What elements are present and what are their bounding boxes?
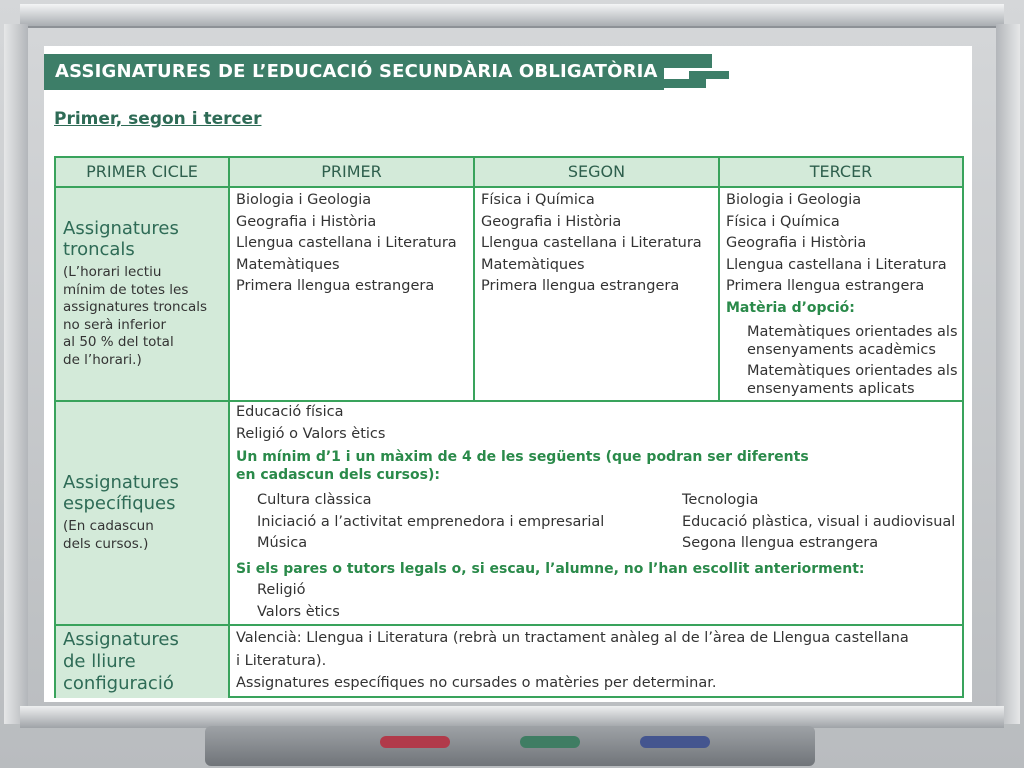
list-item: Llengua castellana i Literatura bbox=[726, 256, 947, 273]
blue-pen[interactable] bbox=[640, 736, 710, 748]
especifiques-line: Religió o Valors ètics bbox=[236, 426, 386, 442]
divider bbox=[718, 158, 720, 400]
list-item: Educació plàstica, visual i audiovisual bbox=[682, 513, 956, 530]
red-pen[interactable] bbox=[380, 736, 450, 748]
list-item: Religió bbox=[257, 582, 306, 598]
segon-troncals-list bbox=[481, 190, 702, 298]
whiteboard-surface bbox=[44, 46, 972, 702]
whiteboard-frame-top bbox=[20, 4, 1004, 28]
list-item: Iniciació a l’activitat emprenedora i empresarial bbox=[257, 513, 605, 530]
header-tercer: TERCER bbox=[720, 158, 962, 186]
list-item: ensenyaments acadèmics bbox=[747, 341, 936, 358]
category-especifiques bbox=[56, 402, 228, 624]
category-lliure bbox=[56, 626, 228, 698]
header-primer-cicle: PRIMER CICLE bbox=[56, 158, 228, 186]
list-item: Llengua castellana i Literatura bbox=[236, 235, 457, 252]
primer-troncals-list bbox=[236, 190, 457, 298]
list-item: Valors ètics bbox=[257, 603, 340, 620]
category-troncals bbox=[56, 188, 228, 400]
list-item: Geografia i Història bbox=[726, 235, 867, 252]
list-item: Tecnologia bbox=[682, 492, 759, 508]
pares-list bbox=[257, 580, 340, 623]
lliure-line: i Literatura). bbox=[236, 653, 327, 669]
section-subtitle: Primer, segon i tercer bbox=[54, 109, 262, 129]
especifiques-left-list bbox=[257, 490, 604, 555]
list-item: Física i Química bbox=[726, 213, 840, 230]
list-item: Biologia i Geologia bbox=[726, 192, 862, 208]
header-primer: PRIMER bbox=[230, 158, 473, 186]
list-item: Biologia i Geologia bbox=[236, 192, 372, 208]
category-title: específiques bbox=[63, 493, 176, 514]
list-item: Llengua castellana i Literatura bbox=[481, 235, 702, 252]
lliure-line: Assignatures específiques no cursades o matèries per determinar. bbox=[236, 675, 717, 691]
banner-decoration bbox=[689, 71, 729, 79]
whiteboard-frame-bottom bbox=[20, 706, 1004, 728]
page-title: ASSIGNATURES DE L’EDUCACIÓ SECUNDÀRIA OBLIGATÒRIA bbox=[44, 54, 664, 90]
especifiques-line: Educació física bbox=[236, 404, 344, 420]
pares-note: Si els pares o tutors legals o, si escau, l’alumne, no l’han escollit anteriorment: bbox=[236, 561, 865, 577]
list-item: Geografia i Història bbox=[236, 213, 377, 230]
divider bbox=[56, 186, 962, 188]
whiteboard-frame-left bbox=[4, 24, 28, 724]
list-item: Primera llengua estrangera bbox=[726, 278, 925, 295]
list-item: Matemàtiques orientades als bbox=[747, 362, 958, 379]
category-title: Assignatures bbox=[63, 472, 179, 493]
divider bbox=[228, 158, 230, 696]
minim-note: Un mínim d’1 i un màxim de 4 de les següents (que podran ser diferents bbox=[236, 449, 809, 465]
category-note: (En cadascun dels cursos.) bbox=[63, 518, 154, 552]
green-pen[interactable] bbox=[520, 736, 580, 748]
category-title: troncals bbox=[63, 239, 135, 260]
subjects-table bbox=[54, 156, 964, 698]
tercer-troncals-list bbox=[726, 190, 958, 398]
minim-note: en cadascun dels cursos): bbox=[236, 467, 440, 483]
lliure-line: Valencià: Llengua i Literatura (rebrà un tractament anàleg al de l’àrea de Llengua castellana bbox=[236, 630, 909, 646]
category-title: configuració bbox=[63, 673, 174, 694]
list-item: Geografia i Història bbox=[481, 213, 622, 230]
category-title: Assignatures bbox=[63, 629, 179, 650]
list-item: Música bbox=[257, 535, 308, 552]
divider bbox=[473, 158, 475, 400]
list-item: Matemàtiques orientades als bbox=[747, 323, 958, 340]
banner-decoration bbox=[664, 79, 706, 88]
list-item: Física i Química bbox=[481, 192, 595, 208]
divider bbox=[56, 624, 962, 626]
especifiques-right-list bbox=[682, 490, 955, 555]
list-item: Matemàtiques bbox=[236, 256, 340, 273]
materia-opcio-label: Matèria d’opció: bbox=[726, 299, 855, 316]
category-note: (L’horari lectiu mínim de totes les assignatures troncals no serà inferior al 50 % del total de l’horari.) bbox=[63, 264, 208, 368]
divider bbox=[56, 400, 962, 402]
list-item: Primera llengua estrangera bbox=[481, 278, 680, 295]
list-item: Matemàtiques bbox=[481, 256, 585, 273]
list-item: Segona llengua estrangera bbox=[682, 535, 879, 552]
list-item: Primera llengua estrangera bbox=[236, 278, 435, 295]
banner-decoration bbox=[664, 54, 712, 68]
whiteboard-frame-right bbox=[996, 24, 1020, 724]
list-item: ensenyaments aplicats bbox=[747, 380, 915, 397]
header-segon: SEGON bbox=[475, 158, 718, 186]
list-item: Cultura clàssica bbox=[257, 492, 372, 508]
category-title: Assignatures bbox=[63, 218, 179, 239]
pen-tray[interactable] bbox=[205, 726, 815, 766]
category-title: de lliure bbox=[63, 651, 136, 672]
